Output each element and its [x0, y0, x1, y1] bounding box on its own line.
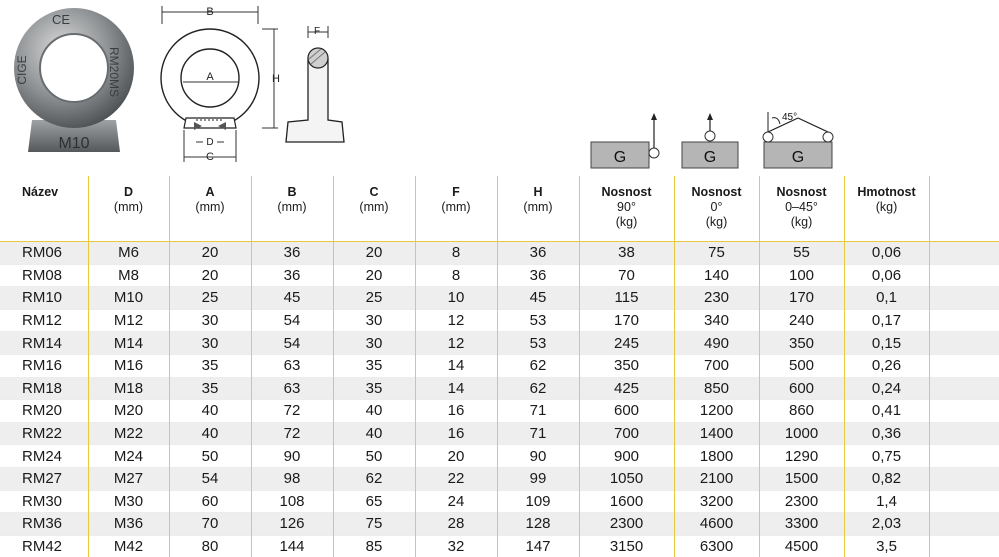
- table-cell: 72: [251, 400, 333, 423]
- table-cell: 1290: [759, 445, 844, 468]
- table-cell: 90: [497, 445, 579, 468]
- table-cell: 340: [674, 309, 759, 332]
- table-cell: 20: [169, 264, 251, 287]
- column-header-unit: (mm): [334, 200, 415, 215]
- column-header-unit: 90°: [580, 200, 674, 215]
- spacer-cell: [929, 490, 999, 513]
- table-cell: M12: [88, 309, 169, 332]
- table-cell: 12: [415, 309, 497, 332]
- column-header-name: Nosnost: [675, 185, 759, 200]
- eye-nut-spec-table: [0, 176, 999, 557]
- table-cell: M20: [88, 400, 169, 423]
- table-cell: 1800: [674, 445, 759, 468]
- table-cell: 25: [333, 287, 415, 310]
- dim-a-label: A: [206, 71, 214, 83]
- table-cell: 4500: [759, 535, 844, 557]
- table-cell: 98: [251, 467, 333, 490]
- table-cell: 72: [251, 422, 333, 445]
- table-cell: 63: [251, 354, 333, 377]
- load-45-angle-label: 45°: [782, 112, 797, 123]
- table-cell: 230: [674, 287, 759, 310]
- front-view-drawing: [150, 2, 290, 167]
- column-header-9: [759, 176, 844, 242]
- column-header-unit: (mm): [170, 200, 251, 215]
- table-cell: 0,82: [844, 467, 929, 490]
- table-cell: 40: [333, 400, 415, 423]
- table-row: [0, 287, 999, 310]
- load-0-icon: [678, 112, 748, 172]
- table-cell: 35: [333, 354, 415, 377]
- table-cell: M36: [88, 513, 169, 536]
- table-cell: 10: [415, 287, 497, 310]
- product-name-cell: RM22: [0, 422, 88, 445]
- table-cell: M18: [88, 377, 169, 400]
- table-cell: 35: [169, 354, 251, 377]
- column-header-name: A: [170, 185, 251, 200]
- load-0-g-label: G: [704, 149, 716, 166]
- table-cell: 40: [169, 422, 251, 445]
- table-cell: 1600: [579, 490, 674, 513]
- column-header-7: [579, 176, 674, 242]
- table-row: [0, 535, 999, 557]
- table-cell: 240: [759, 309, 844, 332]
- table-cell: 2300: [759, 490, 844, 513]
- column-header-unit: (kg): [580, 215, 674, 230]
- product-name-cell: RM16: [0, 354, 88, 377]
- column-header-name: F: [416, 185, 497, 200]
- table-cell: 20: [333, 242, 415, 265]
- table-cell: M24: [88, 445, 169, 468]
- column-header-name: C: [334, 185, 415, 200]
- table-cell: 65: [333, 490, 415, 513]
- table-cell: 0,41: [844, 400, 929, 423]
- table-cell: 350: [579, 354, 674, 377]
- table-cell: 30: [333, 332, 415, 355]
- table-cell: 53: [497, 309, 579, 332]
- table-cell: M14: [88, 332, 169, 355]
- table-cell: 14: [415, 377, 497, 400]
- table-cell: 54: [251, 309, 333, 332]
- table-cell: 50: [169, 445, 251, 468]
- product-name-cell: RM06: [0, 242, 88, 265]
- photo-mark-brand: CIGE: [15, 55, 29, 84]
- table-body: [0, 242, 999, 557]
- table-cell: 860: [759, 400, 844, 423]
- column-header-unit: (mm): [416, 200, 497, 215]
- table-header-row: [0, 176, 999, 242]
- table-cell: 0,26: [844, 354, 929, 377]
- table-cell: M6: [88, 242, 169, 265]
- table-cell: 170: [759, 287, 844, 310]
- table-cell: 3150: [579, 535, 674, 557]
- table-cell: 12: [415, 332, 497, 355]
- product-name-cell: RM12: [0, 309, 88, 332]
- table-row: [0, 513, 999, 536]
- spacer-cell: [929, 332, 999, 355]
- table-cell: 600: [579, 400, 674, 423]
- column-header-1: [88, 176, 169, 242]
- table-cell: 36: [497, 264, 579, 287]
- spacer-cell: [929, 535, 999, 557]
- table-cell: 1,4: [844, 490, 929, 513]
- column-header-name: Název: [22, 185, 88, 200]
- table-cell: M30: [88, 490, 169, 513]
- table-cell: 45: [497, 287, 579, 310]
- table-cell: 245: [579, 332, 674, 355]
- table-cell: M27: [88, 467, 169, 490]
- product-name-cell: RM08: [0, 264, 88, 287]
- spacer-cell: [929, 513, 999, 536]
- photo-mark-size: RM20MS: [107, 47, 121, 97]
- table-cell: 2100: [674, 467, 759, 490]
- table-cell: 115: [579, 287, 674, 310]
- column-header-4: [333, 176, 415, 242]
- spacer-cell: [929, 354, 999, 377]
- load-90-g-label: G: [614, 149, 626, 166]
- product-name-cell: RM20: [0, 400, 88, 423]
- table-cell: 36: [251, 264, 333, 287]
- table-cell: 109: [497, 490, 579, 513]
- spacer-cell: [929, 377, 999, 400]
- table-cell: 24: [415, 490, 497, 513]
- table-cell: 99: [497, 467, 579, 490]
- side-view-drawing: [278, 22, 348, 152]
- table-cell: 900: [579, 445, 674, 468]
- table-row: [0, 422, 999, 445]
- dim-f-label: F: [314, 26, 320, 37]
- table-cell: 75: [333, 513, 415, 536]
- table-cell: 0,06: [844, 242, 929, 265]
- table-cell: 850: [674, 377, 759, 400]
- table-cell: 38: [579, 242, 674, 265]
- table-cell: 126: [251, 513, 333, 536]
- table-cell: 128: [497, 513, 579, 536]
- table-cell: 35: [169, 377, 251, 400]
- table-cell: 22: [415, 467, 497, 490]
- table-cell: 140: [674, 264, 759, 287]
- column-header-spacer: [929, 176, 999, 242]
- table-cell: 1050: [579, 467, 674, 490]
- table-cell: 3,5: [844, 535, 929, 557]
- spacer-cell: [929, 309, 999, 332]
- table-cell: 350: [759, 332, 844, 355]
- table-cell: 70: [579, 264, 674, 287]
- dim-h-label: H: [272, 73, 280, 85]
- table-cell: 16: [415, 400, 497, 423]
- table-cell: 54: [251, 332, 333, 355]
- product-name-cell: RM18: [0, 377, 88, 400]
- product-illustrations: [0, 0, 999, 176]
- product-name-cell: RM10: [0, 287, 88, 310]
- column-header-unit: (kg): [760, 215, 844, 230]
- table-cell: 2300: [579, 513, 674, 536]
- table-row: [0, 467, 999, 490]
- table-cell: 20: [169, 242, 251, 265]
- product-name-cell: RM30: [0, 490, 88, 513]
- table-cell: 1500: [759, 467, 844, 490]
- table-cell: 8: [415, 264, 497, 287]
- column-header-5: [415, 176, 497, 242]
- column-header-unit: 0°: [675, 200, 759, 215]
- table-cell: 35: [333, 377, 415, 400]
- table-cell: 54: [169, 467, 251, 490]
- table-cell: 0,06: [844, 264, 929, 287]
- table-cell: 62: [497, 377, 579, 400]
- table-cell: 144: [251, 535, 333, 557]
- table-row: [0, 242, 999, 265]
- table-row: [0, 445, 999, 468]
- column-header-name: Nosnost: [580, 185, 674, 200]
- table-cell: 40: [169, 400, 251, 423]
- table-cell: 1000: [759, 422, 844, 445]
- table-cell: 0,1: [844, 287, 929, 310]
- table-cell: 90: [251, 445, 333, 468]
- table-cell: 1200: [674, 400, 759, 423]
- load-90-icon: [585, 112, 665, 172]
- column-header-unit: (kg): [845, 200, 929, 215]
- table-cell: 3300: [759, 513, 844, 536]
- dim-d-label: D: [206, 137, 213, 148]
- table-cell: 500: [759, 354, 844, 377]
- spacer-cell: [929, 445, 999, 468]
- table-cell: 30: [333, 309, 415, 332]
- column-header-name: D: [89, 185, 169, 200]
- table-row: [0, 377, 999, 400]
- column-header-3: [251, 176, 333, 242]
- table-cell: 6300: [674, 535, 759, 557]
- table-cell: 100: [759, 264, 844, 287]
- column-header-unit: (kg): [675, 215, 759, 230]
- dim-c-label: C: [206, 151, 214, 163]
- table-row: [0, 264, 999, 287]
- table-row: [0, 309, 999, 332]
- table-row: [0, 354, 999, 377]
- table-cell: 3200: [674, 490, 759, 513]
- table-cell: 425: [579, 377, 674, 400]
- table-cell: 170: [579, 309, 674, 332]
- table-cell: 28: [415, 513, 497, 536]
- table-cell: 62: [333, 467, 415, 490]
- table-cell: 45: [251, 287, 333, 310]
- table-cell: M16: [88, 354, 169, 377]
- dim-b-label: B: [206, 6, 213, 18]
- table-cell: 490: [674, 332, 759, 355]
- photo-mark-ce: CE: [52, 12, 70, 27]
- table-row: [0, 490, 999, 513]
- table-cell: 62: [497, 354, 579, 377]
- product-name-cell: RM24: [0, 445, 88, 468]
- product-name-cell: RM36: [0, 513, 88, 536]
- table-cell: M42: [88, 535, 169, 557]
- table-cell: 53: [497, 332, 579, 355]
- column-header-name: Hmotnost: [845, 185, 929, 200]
- column-header-name: Nosnost: [760, 185, 844, 200]
- product-name-cell: RM42: [0, 535, 88, 557]
- table-cell: 2,03: [844, 513, 929, 536]
- column-header-8: [674, 176, 759, 242]
- column-header-6: [497, 176, 579, 242]
- column-header-2: [169, 176, 251, 242]
- table-cell: 0,15: [844, 332, 929, 355]
- table-cell: 75: [674, 242, 759, 265]
- eye-nut-photo: [4, 2, 144, 162]
- table-cell: 700: [579, 422, 674, 445]
- table-cell: 0,36: [844, 422, 929, 445]
- table-cell: 70: [169, 513, 251, 536]
- product-name-cell: RM14: [0, 332, 88, 355]
- table-cell: M22: [88, 422, 169, 445]
- table-cell: 30: [169, 332, 251, 355]
- table-cell: 36: [497, 242, 579, 265]
- photo-mark-thread: M10: [58, 135, 89, 152]
- table-cell: 71: [497, 422, 579, 445]
- table-cell: 16: [415, 422, 497, 445]
- spacer-cell: [929, 264, 999, 287]
- table-cell: 0,17: [844, 309, 929, 332]
- table-cell: 63: [251, 377, 333, 400]
- table-cell: 80: [169, 535, 251, 557]
- column-header-10: [844, 176, 929, 242]
- table-cell: 30: [169, 309, 251, 332]
- table-cell: 50: [333, 445, 415, 468]
- load-45-g-label: G: [792, 149, 804, 166]
- column-header-unit: 0–45°: [760, 200, 844, 215]
- table-cell: 0,75: [844, 445, 929, 468]
- table-cell: 55: [759, 242, 844, 265]
- table-cell: 0,24: [844, 377, 929, 400]
- table-cell: 36: [251, 242, 333, 265]
- column-header-0: [0, 176, 88, 242]
- table-cell: 40: [333, 422, 415, 445]
- table-cell: 60: [169, 490, 251, 513]
- spacer-cell: [929, 400, 999, 423]
- table-cell: 700: [674, 354, 759, 377]
- table-cell: 20: [333, 264, 415, 287]
- column-header-unit: (mm): [498, 200, 579, 215]
- table-cell: 85: [333, 535, 415, 557]
- spacer-cell: [929, 287, 999, 310]
- table-cell: 25: [169, 287, 251, 310]
- table-cell: 71: [497, 400, 579, 423]
- spacer-cell: [929, 242, 999, 265]
- table-cell: M10: [88, 287, 169, 310]
- column-header-unit: (mm): [252, 200, 333, 215]
- table-row: [0, 400, 999, 423]
- product-name-cell: RM27: [0, 467, 88, 490]
- column-header-name: H: [498, 185, 579, 200]
- table-row: [0, 332, 999, 355]
- table-cell: 600: [759, 377, 844, 400]
- table-cell: 108: [251, 490, 333, 513]
- spacer-cell: [929, 422, 999, 445]
- spacer-cell: [929, 467, 999, 490]
- table-cell: 4600: [674, 513, 759, 536]
- load-45-icon: [760, 108, 840, 172]
- column-header-name: B: [252, 185, 333, 200]
- table-cell: 147: [497, 535, 579, 557]
- table-cell: 1400: [674, 422, 759, 445]
- table-cell: 20: [415, 445, 497, 468]
- column-header-unit: (mm): [89, 200, 169, 215]
- table-cell: M8: [88, 264, 169, 287]
- table-cell: 14: [415, 354, 497, 377]
- table-cell: 32: [415, 535, 497, 557]
- table-cell: 8: [415, 242, 497, 265]
